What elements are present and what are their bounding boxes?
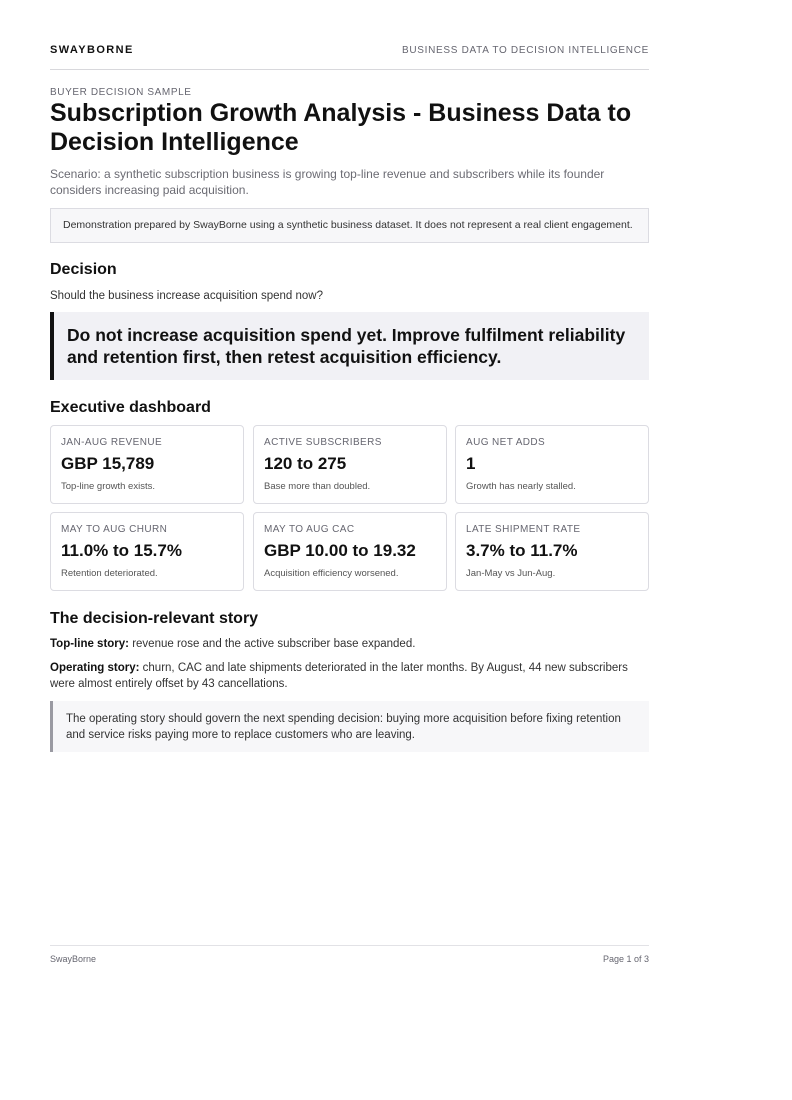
- operating-story-text: churn, CAC and late shipments deteriorated in the later months. By August, 44 new subscribers were almost entirely offset by 43 cancellations.: [50, 662, 628, 690]
- metric-card-churn: [50, 512, 244, 591]
- decision-heading: Decision: [50, 261, 117, 278]
- metric-card-cac: [253, 512, 447, 591]
- metric-label: MAY TO AUG CAC: [264, 524, 355, 535]
- disclaimer-notice: Demonstration prepared by SwayBorne using a synthetic business dataset. It does not represent a real client engagement.: [50, 208, 649, 243]
- metric-value: GBP 10.00 to 19.32: [264, 541, 416, 560]
- story-quote: The operating story should govern the next spending decision: buying more acquisition before fixing retention and service risks paying more to replace customers who are leaving.: [50, 701, 649, 752]
- brand-logo-text: SWAYBORNE: [50, 44, 134, 56]
- footer-brand: SwayBorne: [50, 954, 97, 964]
- metric-note: Top-line growth exists.: [61, 481, 155, 492]
- topline-story-text: revenue rose and the active subscriber base expanded.: [129, 638, 416, 650]
- metric-note: Acquisition efficiency worsened.: [264, 568, 399, 579]
- metric-label: LATE SHIPMENT RATE: [466, 524, 581, 535]
- metric-label: JAN-AUG REVENUE: [61, 437, 163, 448]
- document-eyebrow: BUYER DECISION SAMPLE: [50, 87, 192, 98]
- metric-value: GBP 15,789: [61, 454, 155, 473]
- metric-value: 1: [466, 454, 476, 473]
- metric-label: MAY TO AUG CHURN: [61, 524, 168, 535]
- operating-story-label: Operating story:: [50, 662, 140, 674]
- document-page: [50, 0, 649, 1100]
- metric-note: Base more than doubled.: [264, 481, 371, 492]
- metric-card-net-adds: [455, 425, 649, 504]
- page-footer: [50, 945, 649, 965]
- metric-label: AUG NET ADDS: [466, 437, 546, 448]
- metric-value: 11.0% to 15.7%: [61, 541, 182, 560]
- topline-story-label: Top-line story:: [50, 638, 130, 650]
- scenario-text: Scenario: a synthetic subscription business is growing top-line revenue and subscribers while its founder considers increasing paid acquisition.: [50, 167, 605, 197]
- page-number: Page 1 of 3: [602, 954, 649, 964]
- topline-story-paragraph: [50, 636, 649, 652]
- story-heading: The decision-relevant story: [50, 610, 259, 627]
- header-bar: [50, 43, 649, 70]
- metric-card-late-shipment: [455, 512, 649, 591]
- header-tagline: BUSINESS DATA TO DECISION INTELLIGENCE: [401, 45, 649, 56]
- metric-card-revenue: [50, 425, 244, 504]
- metric-note: Retention deteriorated.: [61, 568, 158, 579]
- recommendation-callout: Do not increase acquisition spend yet. Improve fulfilment reliability and retention first, then retest acquisition efficiency.: [50, 312, 649, 380]
- metric-value: 3.7% to 11.7%: [466, 541, 578, 560]
- metric-card-subscribers: [253, 425, 447, 504]
- metric-value: 120 to 275: [264, 454, 347, 473]
- metric-note: Jan-May vs Jun-Aug.: [466, 568, 556, 579]
- metric-label: ACTIVE SUBSCRIBERS: [264, 437, 382, 448]
- operating-story-paragraph: [50, 660, 649, 692]
- decision-question: Should the business increase acquisition spend now?: [50, 290, 323, 302]
- dashboard-heading: Executive dashboard: [50, 399, 211, 416]
- metric-note: Growth has nearly stalled.: [466, 481, 576, 492]
- page-title: Subscription Growth Analysis - Business Data to Decision Intelligence: [50, 99, 632, 156]
